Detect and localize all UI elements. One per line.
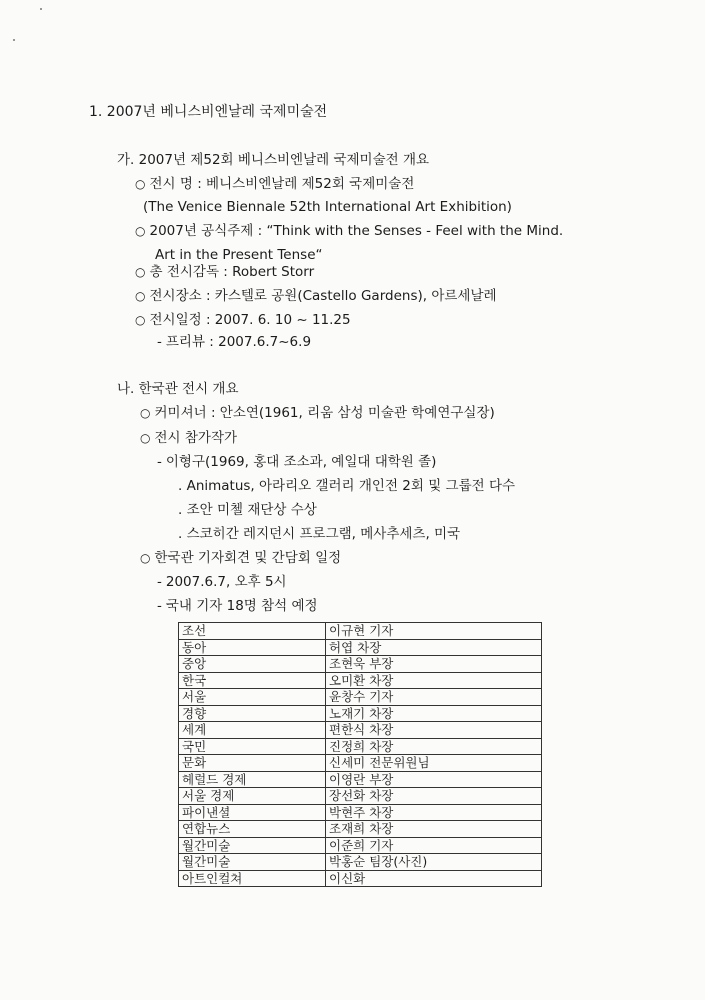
exhibition-name-row	[135, 176, 414, 192]
table-row	[179, 821, 542, 838]
newspaper-cell: 조선	[179, 623, 326, 640]
commissioner-row	[140, 405, 495, 421]
reporter-cell: 진정희 차장	[326, 738, 542, 755]
subsection-heading: 나. 한국관 전시 개요	[117, 381, 239, 397]
newspaper-cell: 국민	[179, 738, 326, 755]
table-row	[179, 788, 542, 805]
reporter-cell: 편한식 차장	[326, 722, 542, 739]
table-row	[179, 656, 542, 673]
reporter-cell: 오미환 차장	[326, 672, 542, 689]
artist-detail: . 스코히간 레지던시 프로그램, 메사추세츠, 미국	[178, 526, 461, 542]
table-row	[179, 705, 542, 722]
preview-row	[157, 334, 311, 350]
reporter-cell: 장선화 차장	[326, 788, 542, 805]
bullet-icon: ○	[140, 431, 151, 445]
press-datetime-row	[157, 574, 287, 590]
dash-marker: -	[157, 598, 162, 614]
table-row	[179, 672, 542, 689]
press-heading: 한국관 기자회견 및 간담회 일정	[154, 550, 342, 566]
table-row	[179, 623, 542, 640]
newspaper-cell: 중앙	[179, 656, 326, 673]
newspaper-cell: 문화	[179, 755, 326, 772]
newspaper-cell: 세계	[179, 722, 326, 739]
press-attendees-row	[157, 598, 318, 614]
reporter-cell: 조현욱 부장	[326, 656, 542, 673]
subsection-heading: 가. 2007년 제52회 베니스비엔날레 국제미술전 개요	[117, 152, 430, 168]
newspaper-cell: 파이낸셜	[179, 804, 326, 821]
theme-line2: Art in the Present Tense“	[155, 247, 323, 263]
reporter-cell: 윤창수 기자	[326, 689, 542, 706]
dash-marker: -	[157, 454, 162, 470]
venue-row	[135, 288, 497, 304]
dash-marker: -	[157, 334, 162, 350]
bullet-icon: ○	[140, 406, 151, 420]
artist-heading-row	[140, 430, 237, 446]
bullet-icon: ○	[135, 177, 146, 191]
reporter-cell: 이준희 기자	[326, 837, 542, 854]
exhibition-name-en: (The Venice Biennale 52th International Art Exhibition)	[143, 199, 512, 215]
newspaper-cell: 아트인컬쳐	[179, 870, 326, 887]
theme-line1: 2007년 공식주제 : “Think with the Senses - Feel with the Mind.	[149, 223, 564, 239]
bullet-icon: ○	[140, 551, 151, 565]
reporter-cell: 노재기 차장	[326, 705, 542, 722]
table-row	[179, 755, 542, 772]
reporter-cell: 이신화	[326, 870, 542, 887]
dates-row	[135, 312, 351, 328]
newspaper-cell: 동아	[179, 639, 326, 656]
artist-detail: . 조안 미첼 재단상 수상	[178, 502, 317, 518]
reporter-cell: 조재희 차장	[326, 821, 542, 838]
dash-marker: -	[157, 574, 162, 590]
scan-speck	[40, 8, 42, 10]
table-row	[179, 771, 542, 788]
newspaper-cell: 서울 경제	[179, 788, 326, 805]
reporter-cell: 박홍순 팀장(사진)	[326, 854, 542, 871]
newspaper-cell: 월간미술	[179, 854, 326, 871]
table-row	[179, 854, 542, 871]
newspaper-cell: 한국	[179, 672, 326, 689]
reporter-cell: 박현주 차장	[326, 804, 542, 821]
bullet-icon: ○	[135, 313, 146, 327]
press-datetime: 2007.6.7, 오후 5시	[165, 574, 287, 590]
venue: 전시장소 : 카스텔로 공원(Castello Gardens), 아르세날레	[149, 288, 497, 304]
artist-detail: . Animatus, 아라리오 갤러리 개인전 2회 및 그룹전 다수	[178, 478, 516, 494]
table-row	[179, 870, 542, 887]
artist-row	[157, 454, 436, 470]
table-row	[179, 689, 542, 706]
artist-heading: 전시 참가작가	[154, 430, 238, 446]
director: 총 전시감독 : Robert Storr	[149, 264, 315, 280]
table-row	[179, 738, 542, 755]
table-row	[179, 639, 542, 656]
reporters-table	[178, 622, 542, 887]
table-row	[179, 837, 542, 854]
reporter-cell: 이영란 부장	[326, 771, 542, 788]
reporter-cell: 신세미 전문위원님	[326, 755, 542, 772]
theme-row	[135, 223, 563, 239]
newspaper-cell: 월간미술	[179, 837, 326, 854]
newspaper-cell: 연합뉴스	[179, 821, 326, 838]
table-row	[179, 722, 542, 739]
table-row	[179, 804, 542, 821]
reporter-cell: 허엽 차장	[326, 639, 542, 656]
bullet-icon: ○	[135, 289, 146, 303]
preview: 프리뷰 : 2007.6.7~6.9	[165, 334, 312, 350]
newspaper-cell: 서울	[179, 689, 326, 706]
bullet-icon: ○	[135, 224, 146, 238]
press-heading-row	[140, 550, 341, 566]
dates: 전시일정 : 2007. 6. 10 ~ 11.25	[149, 312, 351, 328]
artist: 이형구(1969, 홍대 조소과, 예일대 대학원 졸)	[165, 454, 437, 470]
commissioner: 커미셔너 : 안소연(1961, 리움 삼성 미술관 학예연구실장)	[154, 405, 495, 421]
scan-speck	[13, 39, 15, 41]
reporter-cell: 이규현 기자	[326, 623, 542, 640]
press-attendees: 국내 기자 18명 참석 예정	[165, 598, 318, 614]
bullet-icon: ○	[135, 265, 146, 279]
exhibition-name: 전시 명 : 베니스비엔날레 제52회 국제미술전	[149, 176, 415, 192]
newspaper-cell: 헤럴드 경제	[179, 771, 326, 788]
newspaper-cell: 경향	[179, 705, 326, 722]
section-heading: 1. 2007년 베니스비엔날레 국제미술전	[89, 104, 328, 120]
director-row	[135, 264, 314, 280]
